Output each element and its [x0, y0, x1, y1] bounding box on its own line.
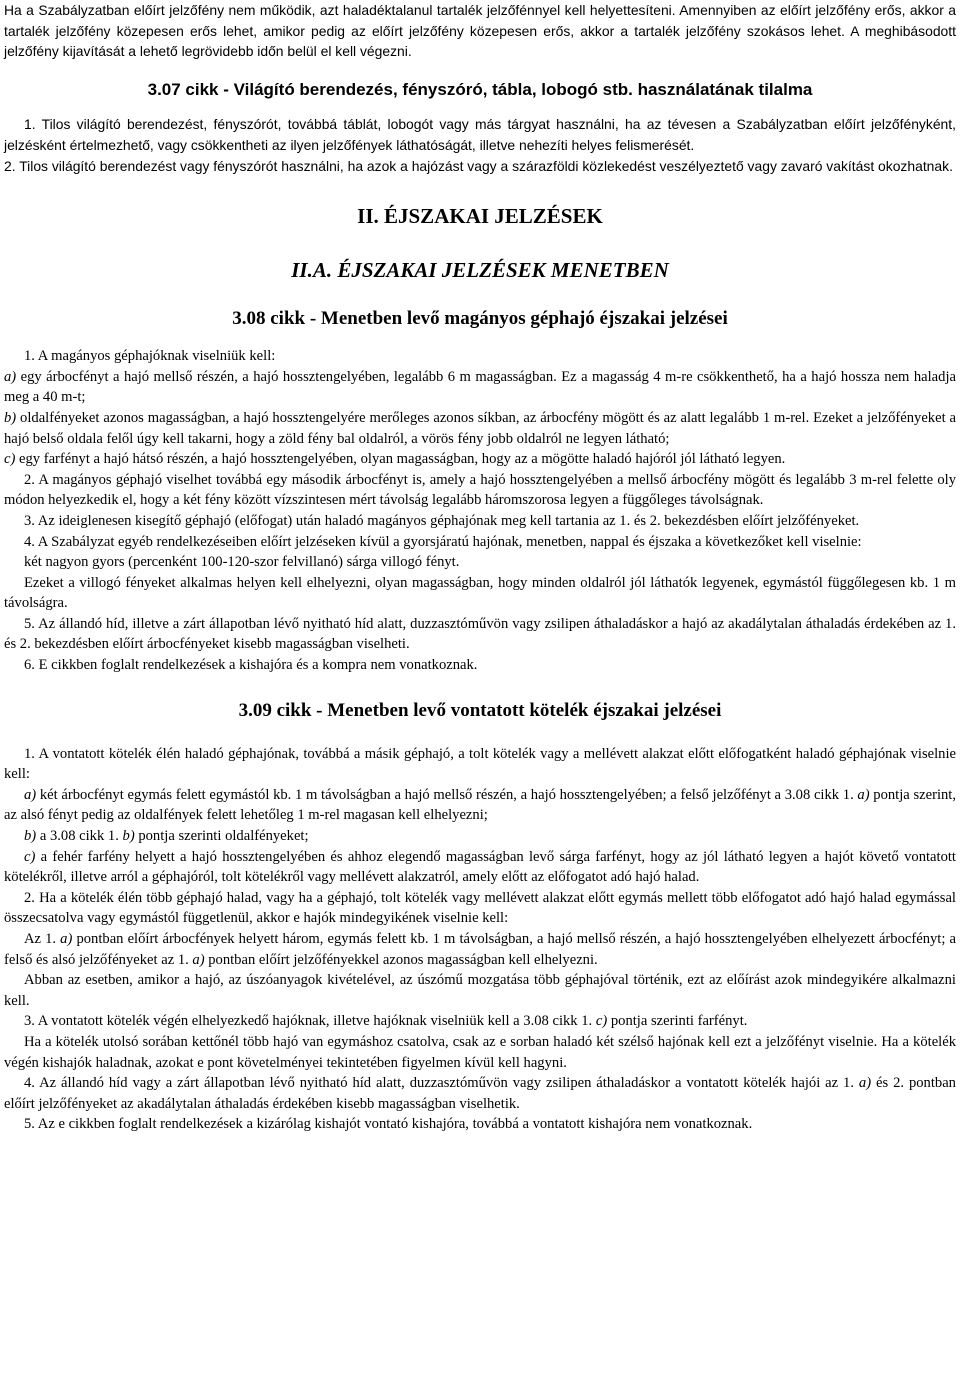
art309-para-5: 5. Az e cikkben foglalt rendelkezések a kizárólag kishajót vontató kishajóra, továbbá a vontatott kishajóra nem vonatkoznak. — [24, 1116, 753, 1133]
item-ref: a) — [858, 1075, 872, 1092]
art309-para-3b: Ha a kötelék utolsó sorában kettőnél több hajó van egymáshoz csatolva, csak az e sorban haladó két szélső hajónak kell ezt a jelzőfényt viselnie. Ha a kötelék végén kishajók haladnak, azokat e pont követelményei tekintetében figyelmen kívül kell hagyni. — [4, 1033, 956, 1071]
art309-para-2: 2. Ha a kötelék élén több géphajó halad, vagy ha a géphajó, tolt kötelék vagy mellévett alakzat előtt egymás mellett több előfogatot adó hajó halad egymással összecsatolva vagy egymástól függetlenül, akkor e hajók mindegyikének viselnie kell: — [4, 889, 956, 927]
art308-para-4a: két nagyon gyors (percenként 100-120-szor felvillanó) sárga villogó fényt. — [24, 554, 460, 571]
item-label: a) — [24, 786, 37, 803]
art307-para-1: 1. Tilos világító berendezést, fényszórót, továbbá táblát, lobogót vagy más tárgyat használni, ha az tévesen a Szabályzatban előírt jelzőfényként, jelzésként értelmezhető, vagy csökkentheti az ilyen jelzőfények láthatóságát, illetve nehezíti helyes felismerését. — [4, 116, 956, 153]
item-ref: a) — [192, 951, 205, 968]
article-3-08-title: 3.08 cikk - Menetben levő magányos géphajó éjszakai jelzései — [232, 308, 728, 330]
item-text: pontja szerint, az alsó fényt pedig az oldalfények felett lehetőleg 1 m-rel magasan kell elhelyezni; — [4, 786, 957, 824]
art308-para-6: 6. E cikkben foglalt rendelkezések a kishajóra és a kompra nem vonatkoznak. — [24, 657, 478, 674]
item-text: oldalfényeket azonos magasságban, a hajó hossztengelyére merőleges azonos síkban, az árbocfény mögött és az alatt legalább 1 m-rel. Ezeket a jelzőfényeket a hajó belső oldala felől úgy kell takarni, hogy a zöld fény bal oldalról, a vörös fény jobb oldalról ne legyen látható; — [4, 409, 956, 447]
para-text: pontja szerinti farfényt. — [607, 1013, 748, 1030]
section-subtitle: II.A. ÉJSZAKAI JELZÉSEK MENETBEN — [291, 258, 669, 283]
item-text: két árbocfényt egymás felett egymástól kb. 1 m távolságban a hajó mellső részén, a hajó hossztengelyében; a felső jelzőfényt a 3.08 cikk 1. — [36, 786, 858, 803]
item-text: a fehér farfény helyett a hajó hossztengelyében és ahhoz elegendő magasságban levő sárga farfényt, hogy az jól látható legyen a hajót követő vontatott kötelékről, illetve arról a géphajóról, tolt kötelékről vagy mellévett alakzatról, amely előtt az előfogatot adó hajó halad. — [4, 848, 956, 886]
item-text: egy farfényt a hajó hátsó részén, a hajó hossztengelyében, olyan magasságban, hogy az a mögötte haladó hajóról jól látható legyen. — [15, 451, 786, 468]
para-text: 3. A vontatott kötelék végén elhelyezkedő hajóknak, illetve hajóknak viselniük kell a 3.08 cikk 1. — [24, 1013, 596, 1030]
item-ref: c) — [595, 1013, 608, 1030]
para-text: pontban előírt jelzőfényekkel azonos magasságban kell elhelyezni. — [204, 951, 598, 968]
art309-para-2b: Abban az esetben, amikor a hajó, az úszóanyagok kivételével, az úszómű mozgatása több géphajóval történik, ezt az előírást azok mindegyikére alkalmazni kell. — [4, 972, 956, 1009]
art309-item-a — [4, 785, 956, 826]
article-3-09-title: 3.09 cikk - Menetben levő vontatott kötelék éjszakai jelzései — [238, 699, 722, 721]
art308-para-4: 4. A Szabályzat egyéb rendelkezéseiben előírt jelzéseken kívül a gyorsjáratú hajónak, menetben, nappal és éjszaka a következőket kell viselnie: — [24, 533, 862, 550]
art308-para-5: 5. Az állandó híd, illetve a zárt állapotban lévő nyitható híd alatt, duzzasztóművön vagy zsilipen áthaladáskor a hajó az akadálytalan áthaladás érdekében az 1. és 2. bekezdésben előírt árbocfényeket kisebb magasságban viselheti. — [4, 615, 956, 653]
item-text: pontja szerinti oldalfényeket; — [134, 828, 309, 845]
art308-para-4b: Ezeket a villogó fényeket alkalmas helyen kell elhelyezni, olyan magasságban, hogy minden oldalról jól láthatók legyenek, egymástól függőlegesen kb. 1 m távolságra. — [4, 574, 956, 612]
item-label: b) — [24, 828, 37, 845]
art308-item-c — [4, 449, 956, 470]
para-text: és 2. pontban előírt jelzőfényeket az akadálytalan áthaladás érdekében kisebb magasságban viselhetik. — [4, 1075, 956, 1112]
art309-para-3 — [4, 1011, 956, 1032]
section-title: II. ÉJSZAKAI JELZÉSEK — [357, 204, 603, 229]
art309-para-4 — [4, 1073, 956, 1114]
art309-para-2a — [4, 929, 956, 970]
art309-item-b — [4, 826, 956, 847]
para-text: Az 1. — [24, 931, 61, 947]
art309-item-c — [4, 847, 956, 888]
item-label: a) — [4, 368, 17, 385]
item-text: egy árbocfényt a hajó mellső részén, a hajó hossztengelyében, legalább 6 m magasságban. Ez a magasság 4 m-re csökkenthető, ha a hajó hossza nem haladja meg a 40 m-t; — [4, 368, 956, 406]
art309-para-1: 1. A vontatott kötelék élén haladó géphajónak, továbbá a másik géphajó, a tolt kötelék vagy a mellévett alakzat előtt előfogatként haladó géphajónak viselnie kell: — [4, 745, 956, 783]
item-label: b) — [4, 409, 17, 426]
item-label: c) — [24, 848, 36, 865]
item-label: c) — [4, 451, 16, 468]
item-text: a 3.08 cikk 1. — [36, 828, 123, 845]
art308-item-a — [4, 367, 956, 408]
para-text: 4. Az állandó híd vagy a zárt állapotban lévő nyitható híd alatt, duzzasztóművön vagy zsilipen áthaladáskor a vontatott kötelék hajói az 1. — [24, 1075, 859, 1092]
intro-paragraph: Ha a Szabályzatban előírt jelzőfény nem működik, azt haladéktalanul tartalék jelzőfénnyel kell helyettesíteni. Amennyiben az előírt jelzőfény erős, akkor a tartalék jelzőfény közepesen erős lehet, amikor pedig az előírt jelzőfény közepesen erős, akkor a tartalék jelzőfény szokásos lehet. A meghibásodott jelzőfény kijavítását a lehető legrövidebb időn belül el kell végezni. — [4, 2, 956, 60]
art308-para-1: 1. A magányos géphajóknak viselniük kell: — [24, 348, 276, 365]
article-3-07-title: 3.07 cikk - Világító berendezés, fényszóró, tábla, lobogó stb. használatának tilalma — [147, 79, 813, 99]
art308-item-b — [4, 408, 956, 449]
art308-para-3: 3. Az ideiglenesen kisegítő géphajó (előfogat) után haladó magányos géphajónak meg kell tartania az 1. és 2. bekezdésben előírt jelzőfényeket. — [24, 512, 860, 529]
art308-para-2: 2. A magányos géphajó viselhet továbbá egy második árbocfényt is, amely a hajó hossztengelyében a mellső árbocfény mögött és legalább 3 m-rel felette oly módon helyezkedik el, hogy a két fény között vízszintesen mért távolság legalább háromszorosa legyen a függőleges távolságnak. — [4, 471, 956, 509]
item-ref: a) — [60, 931, 73, 947]
para-text: pontban előírt árbocfények helyett három, egymás felett kb. 1 m távolságban, a hajó mellső részén, a hajó hossztengelyében elhelyezett árbocfényt; a felső és alsó jelzőfényeket az 1. — [4, 931, 956, 968]
item-ref: a) — [857, 786, 870, 803]
art307-para-2: 2. Tilos világító berendezést vagy fényszórót használni, ha azok a hajózást vagy a szárazföldi közlekedést veszélyeztető vagy zavaró vakítást okozhatnak. — [4, 157, 953, 174]
item-ref: b) — [122, 828, 135, 845]
